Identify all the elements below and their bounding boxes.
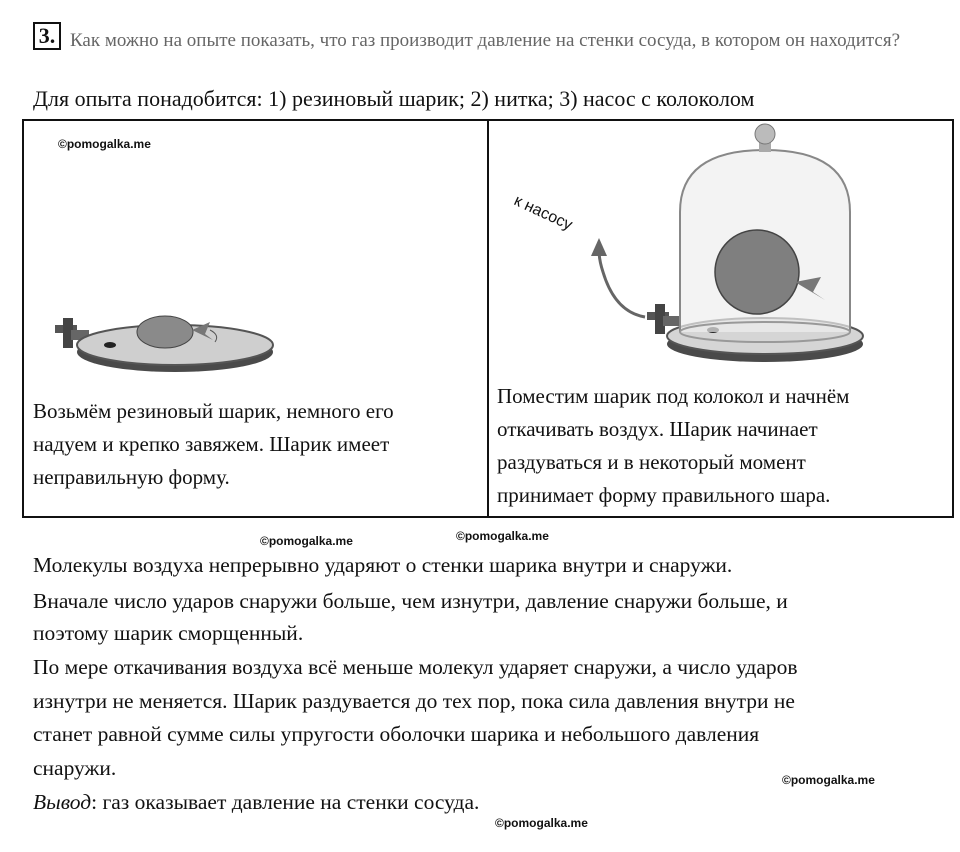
pump-arrow-head bbox=[591, 238, 607, 256]
explanation-line: Вначале число ударов снаружи больше, чем изнутри, давление снаружи больше, и bbox=[33, 589, 788, 613]
left-caption-line: Возьмём резиновый шарик, немного его bbox=[33, 399, 394, 423]
left-caption-line: неправильную форму. bbox=[33, 465, 230, 489]
watermark: ©pomogalka.me bbox=[456, 529, 549, 543]
bell-jar-illustration bbox=[495, 122, 875, 372]
plate-with-balloon-illustration bbox=[45, 290, 285, 390]
explanation-line: станет равной сумме силы упругости оболочки шарика и небольшого давления bbox=[33, 722, 760, 746]
explanation-line: Молекулы воздуха непрерывно ударяют о стенки шарика внутри и снаружи. bbox=[33, 553, 733, 577]
bell-knob bbox=[755, 124, 775, 144]
question-text: Как можно на опыте показать, что газ производит давление на стенки сосуда, в котором он находится? bbox=[70, 30, 901, 51]
watermark: ©pomogalka.me bbox=[58, 137, 151, 151]
pump-arrow bbox=[599, 250, 645, 317]
right-caption bbox=[497, 380, 947, 512]
plate-hole bbox=[104, 342, 116, 348]
conclusion bbox=[33, 786, 479, 819]
watermark: ©pomogalka.me bbox=[260, 534, 353, 548]
explanation-line: снаружи. bbox=[33, 756, 117, 780]
materials-line: Для опыта понадобится: 1) резиновый шарик; 2) нитка; 3) насос с колоколом bbox=[33, 86, 755, 111]
balloon-inflated bbox=[715, 230, 799, 314]
balloon-deflated bbox=[137, 316, 193, 348]
explanation-line: По мере откачивания воздуха всё меньше молекул ударяет снаружи, а число ударов bbox=[33, 655, 798, 679]
valve-pipe bbox=[663, 316, 681, 326]
explanation-line: изнутри не меняется. Шарик раздувается до тех пор, пока сила давления внутри не bbox=[33, 689, 795, 713]
question-number: 3. bbox=[33, 22, 61, 50]
table-divider bbox=[487, 119, 489, 518]
right-caption-line: раздуваться и в некоторый момент bbox=[497, 450, 806, 474]
right-caption-line: Поместим шарик под колокол и начнём bbox=[497, 384, 850, 408]
right-caption-line: принимает форму правильного шара. bbox=[497, 483, 831, 507]
left-caption-line: надуем и крепко завяжем. Шарик имеет bbox=[33, 432, 390, 456]
right-caption-line: откачивать воздух. Шарик начинает bbox=[497, 417, 818, 441]
conclusion-text: : газ оказывает давление на стенки сосуда. bbox=[91, 790, 480, 814]
explanation-line: поэтому шарик сморщенный. bbox=[33, 621, 304, 645]
arrow-label: к насосу bbox=[511, 192, 575, 234]
conclusion-label: Вывод bbox=[33, 790, 92, 814]
left-caption bbox=[33, 395, 478, 494]
watermark: ©pomogalka.me bbox=[782, 773, 875, 787]
watermark: ©pomogalka.me bbox=[495, 816, 588, 830]
